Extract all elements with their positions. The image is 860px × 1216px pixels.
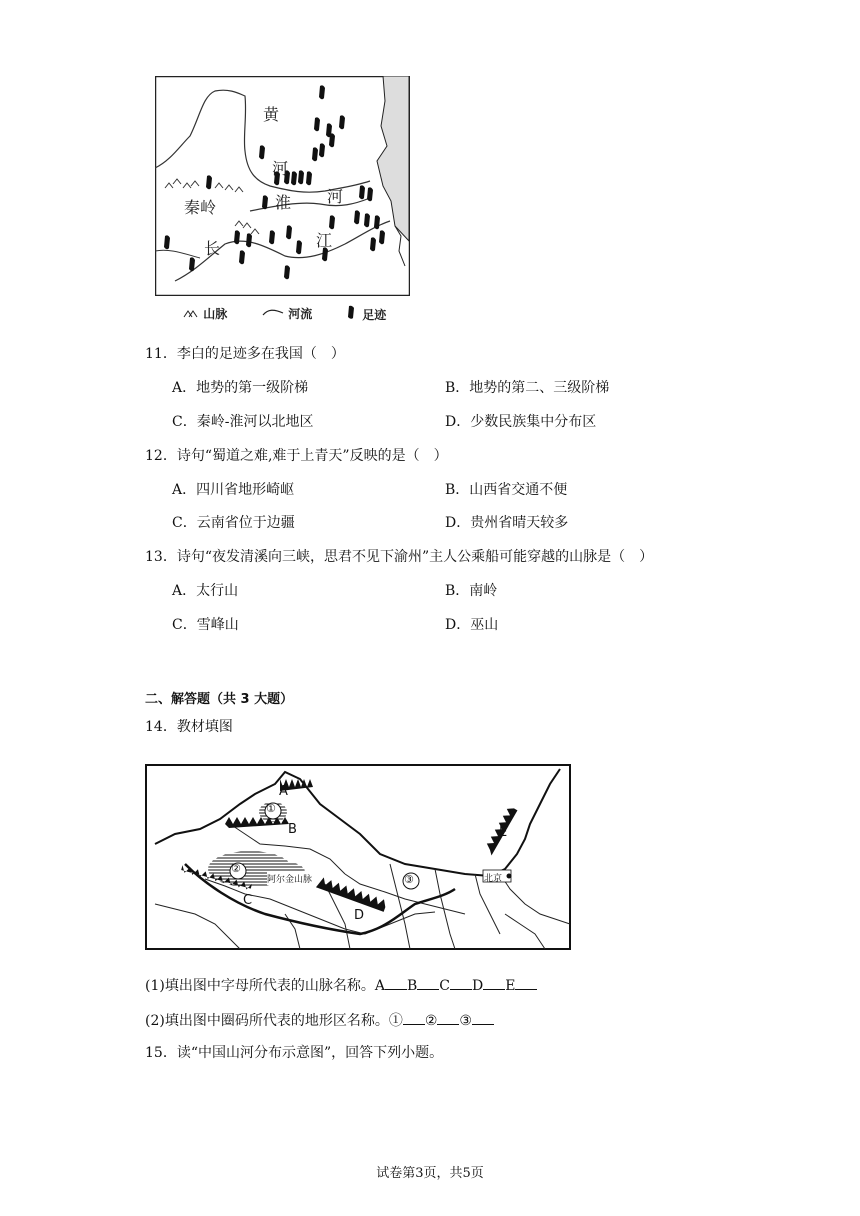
map2-label-d: D	[354, 908, 365, 923]
question-13: 13．诗句“夜发清溪向三峡，思君不见下渝州”主人公乘船可能穿越的山脉是（ ）	[145, 549, 654, 565]
q13-option-a[interactable]: A．太行山	[172, 583, 239, 599]
q13-option-b[interactable]: B．南岭	[445, 583, 498, 599]
question-11: 11．李白的足迹多在我国（ ）	[145, 346, 345, 362]
legend-river	[262, 305, 312, 322]
label-chang: 长	[204, 239, 221, 258]
q14-part-2	[145, 1010, 494, 1030]
q14-letter-b: B	[406, 978, 418, 994]
question-15: 15．读“中国山河分布示意图”，回答下列小题。	[145, 1045, 444, 1061]
section-2-title: 二、解答题（共 3 大题）	[145, 692, 294, 707]
map2-circle-2: ②	[231, 862, 241, 875]
q14-mark-3: ③	[459, 1013, 472, 1029]
q14-mark-2: ②	[424, 1013, 438, 1029]
legend-footprint-label: 足迹	[362, 308, 387, 322]
map2-label-e: E	[499, 825, 508, 840]
map2-label-b: B	[288, 822, 297, 837]
q13-option-c[interactable]: C．雪峰山	[172, 617, 239, 633]
label-huang: 黄	[263, 105, 280, 124]
q14-part-1-prefix: (1)填出图中字母所代表的山脉名称。	[145, 978, 375, 994]
question-14: 14．教材填图	[145, 719, 233, 735]
map2-label-beijing: 北京	[484, 874, 503, 884]
river-icon	[262, 308, 284, 318]
q14-letter-a: A	[374, 978, 385, 994]
q14-mark-1: ①	[388, 1013, 403, 1029]
q14-part-1	[145, 975, 537, 995]
q11-option-b[interactable]: B．地势的第二、三级阶梯	[445, 380, 610, 396]
q14-blank-a[interactable]	[385, 977, 407, 990]
legend-footprint	[346, 305, 386, 323]
label-he-south: 河	[327, 187, 344, 206]
label-qinling: 秦岭	[184, 198, 217, 217]
map2-label-aerjin: 阿尔金山脉	[267, 872, 312, 885]
map2-circle-3: ③	[404, 873, 414, 886]
map2-circle-1: ①	[266, 802, 276, 815]
question-12: 12．诗句“蜀道之难,难于上青天”反映的是（ ）	[145, 448, 448, 464]
q12-option-b[interactable]: B．山西省交通不便	[445, 482, 568, 498]
label-he-north: 河	[272, 159, 289, 178]
q12-option-a[interactable]: A．四川省地形崎岖	[172, 482, 295, 498]
q14-blank-c[interactable]	[450, 977, 472, 990]
q14-letter-d: D	[471, 978, 484, 994]
q14-part-2-prefix: (2)填出图中圈码所代表的地形区名称。	[145, 1013, 389, 1029]
map-footprints	[155, 76, 410, 296]
q14-letter-c: C	[439, 978, 450, 994]
q11-option-c[interactable]: C．秦岭-淮河以北地区	[172, 414, 314, 430]
label-huai: 淮	[275, 193, 292, 212]
q12-option-c[interactable]: C．云南省位于边疆	[172, 515, 295, 531]
footprint-icon	[346, 305, 358, 319]
q13-option-d[interactable]: D．巫山	[445, 617, 499, 633]
mountain-icon	[183, 308, 199, 318]
map2-label-c: C	[243, 893, 253, 908]
q14-blank-1[interactable]	[403, 1012, 425, 1025]
map2-label-a: A	[279, 784, 288, 799]
map-footprints-svg	[155, 76, 410, 296]
q14-blank-b[interactable]	[417, 977, 439, 990]
q14-blank-2[interactable]	[437, 1012, 459, 1025]
q14-blank-d[interactable]	[483, 977, 505, 990]
q11-option-a[interactable]: A．地势的第一级阶梯	[172, 380, 309, 396]
q12-option-d[interactable]: D．贵州省晴天较多	[445, 515, 569, 531]
label-jiang: 江	[316, 231, 333, 250]
legend-mountain	[183, 305, 227, 322]
q11-option-d[interactable]: D．少数民族集中分布区	[445, 414, 597, 430]
q14-letter-e: E	[505, 978, 516, 994]
legend-river-label: 河流	[288, 307, 313, 321]
legend-mountain-label: 山脉	[203, 307, 228, 321]
q14-blank-e[interactable]	[515, 977, 537, 990]
q14-blank-3[interactable]	[472, 1012, 494, 1025]
page-footer: 试卷第3页，共5页	[376, 1166, 484, 1181]
